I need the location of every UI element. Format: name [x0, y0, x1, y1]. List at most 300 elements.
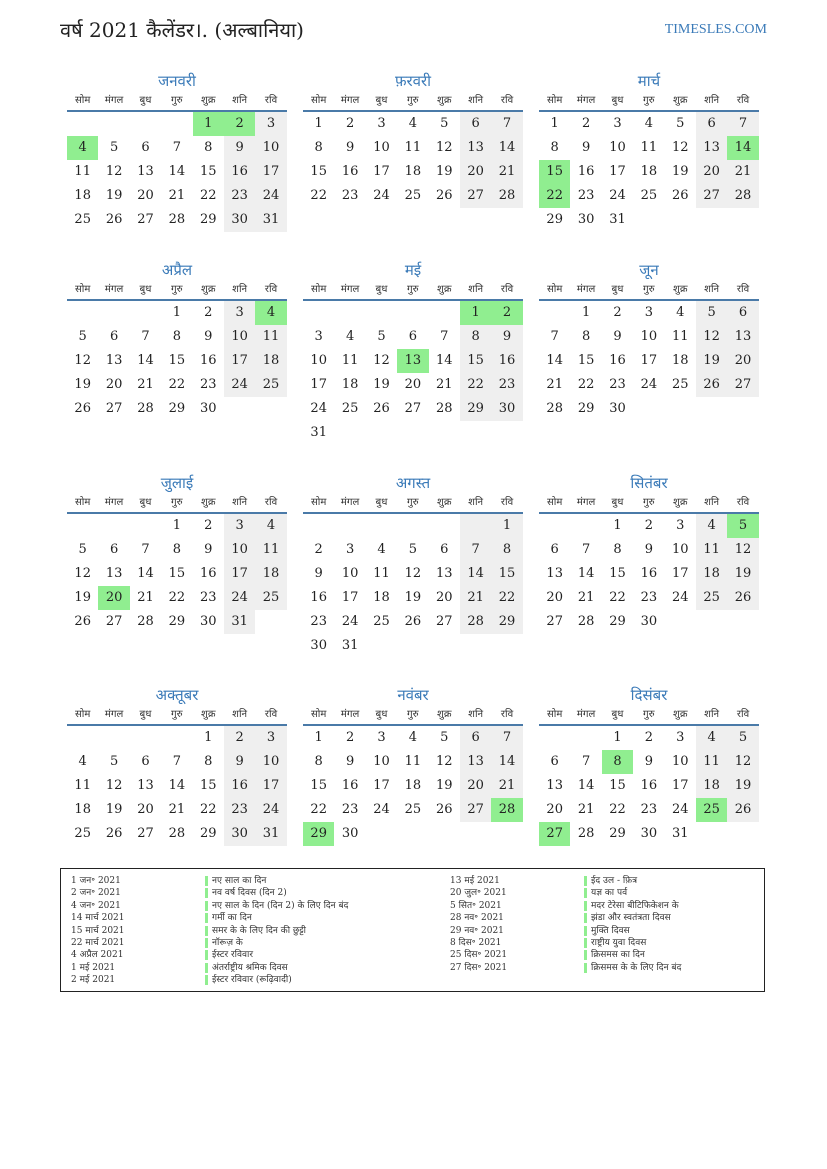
day-cell: 20 [696, 160, 727, 184]
day-cell: 13 [546, 566, 563, 581]
day-cell: 17 [640, 353, 658, 368]
day-cell: 28 [168, 212, 186, 227]
legend-date: 27 दिस॰ 2021 [450, 962, 508, 973]
day-empty [334, 514, 365, 538]
legend-holiday-name: नए साल के दिन (दिन 2) के लिए दिन बंद [205, 900, 348, 912]
day-cell: 27 [105, 614, 123, 629]
day-cell: 14 [491, 750, 522, 774]
legend-date: 4 अप्रैल 2021 [71, 950, 124, 961]
day-cell: 15 [460, 349, 491, 373]
day-cell: 1 [172, 518, 181, 533]
day-cell: 8 [314, 754, 323, 769]
day-cell: 11 [74, 164, 91, 179]
day-cell: 9 [581, 140, 591, 155]
weekday-label: बुध [375, 95, 388, 106]
legend-holiday-name: ईस्टर रविवार [205, 949, 253, 961]
day-cell: 20 [546, 590, 563, 605]
day-empty [334, 421, 365, 445]
day-cell-holiday: 29 [303, 822, 334, 846]
day-cell: 28 [727, 184, 758, 208]
day-empty [130, 514, 161, 538]
day-grid [67, 514, 287, 634]
weekday-header [303, 92, 523, 112]
day-cell-holiday: 2 [491, 301, 522, 325]
day-grid [303, 301, 523, 445]
legend-row [450, 925, 681, 937]
day-cell: 17 [255, 774, 286, 798]
day-cell: 28 [137, 401, 154, 416]
day-cell: 6 [460, 112, 491, 136]
day-cell: 27 [696, 184, 727, 208]
day-cell: 21 [137, 377, 154, 392]
month-calendar [303, 684, 523, 846]
day-cell: 1 [314, 730, 323, 745]
day-cell: 12 [373, 353, 390, 368]
day-cell: 4 [644, 116, 653, 131]
month-calendar [303, 472, 523, 658]
day-cell: 21 [491, 774, 522, 798]
day-cell: 9 [224, 750, 255, 774]
day-cell: 18 [640, 164, 658, 179]
weekday-label: शुक्र [201, 95, 216, 106]
day-cell: 13 [460, 750, 491, 774]
weekday-label: मंगल [104, 95, 124, 106]
day-empty [98, 301, 129, 325]
weekday-label: गुरु [643, 497, 655, 508]
day-cell-holiday: 5 [727, 514, 758, 538]
day-empty [491, 634, 522, 658]
day-cell: 11 [255, 538, 286, 562]
day-cell: 30 [640, 826, 658, 841]
day-cell: 29 [577, 401, 595, 416]
day-cell: 8 [204, 754, 213, 769]
legend-column-left [71, 875, 348, 987]
day-cell: 19 [727, 562, 758, 586]
day-cell: 7 [141, 329, 150, 344]
legend-date: 1 जन॰ 2021 [71, 876, 121, 886]
day-cell: 11 [671, 329, 689, 344]
month-title: मार्च [637, 72, 661, 90]
day-cell: 1 [172, 305, 181, 320]
day-empty [696, 610, 727, 634]
legend-row [71, 974, 348, 986]
day-cell: 18 [404, 778, 422, 793]
weekday-label: मंगल [104, 497, 124, 508]
day-cell: 7 [440, 329, 449, 344]
month-calendar [67, 472, 287, 634]
weekday-label: गुरु [643, 284, 655, 295]
weekday-label: मंगल [576, 284, 596, 295]
legend-date: 2 मई 2021 [71, 975, 116, 986]
legend-row [71, 900, 348, 912]
day-cell: 18 [696, 562, 727, 586]
day-cell: 22 [199, 188, 217, 203]
day-cell: 8 [581, 329, 591, 344]
month-title: मई [404, 261, 422, 279]
weekday-label: शुक्र [437, 284, 452, 295]
legend-holiday-name: मुक्ति दिवस [584, 925, 630, 937]
day-cell: 13 [105, 353, 123, 368]
day-cell: 9 [644, 542, 653, 557]
day-empty [633, 208, 664, 232]
day-cell: 25 [373, 614, 390, 629]
day-cell: 30 [491, 397, 522, 421]
day-empty [665, 610, 696, 634]
day-cell: 1 [491, 514, 522, 538]
day-cell: 17 [341, 590, 359, 605]
weekday-label: सोम [547, 709, 563, 720]
weekday-label: बुध [375, 709, 388, 720]
day-grid [67, 301, 287, 421]
day-cell: 12 [404, 566, 422, 581]
day-cell: 5 [408, 542, 417, 557]
day-cell: 4 [345, 329, 355, 344]
day-cell: 25 [671, 377, 689, 392]
day-cell: 22 [310, 188, 327, 203]
day-cell: 27 [727, 373, 758, 397]
day-cell: 3 [613, 116, 622, 131]
day-cell: 19 [105, 188, 123, 203]
weekday-label: मंगल [104, 709, 124, 720]
day-cell: 4 [255, 514, 286, 538]
legend-date: 15 मार्च 2021 [71, 925, 125, 936]
day-cell: 7 [550, 329, 559, 344]
day-cell: 10 [640, 329, 658, 344]
legend-date: 20 जुल॰ 2021 [450, 888, 507, 899]
page-title: वर्ष 2021 कैलेंडर।. (अल्बानिया) [60, 18, 304, 42]
day-cell: 10 [224, 538, 255, 562]
weekday-label: शनि [704, 709, 720, 720]
day-cell: 29 [199, 826, 217, 841]
day-cell: 15 [577, 353, 595, 368]
day-cell: 15 [310, 164, 327, 179]
weekday-label: शुक्र [437, 709, 452, 720]
day-cell: 16 [640, 778, 658, 793]
day-cell-holiday: 13 [397, 349, 428, 373]
day-cell: 10 [255, 136, 286, 160]
weekday-header [67, 494, 287, 514]
day-empty [727, 397, 758, 421]
day-cell: 9 [224, 136, 255, 160]
legend-holiday-name: क्रिसमस का दिन [584, 949, 645, 961]
day-cell: 21 [577, 802, 595, 817]
day-cell: 19 [74, 377, 91, 392]
day-cell-holiday: 14 [727, 136, 758, 160]
day-cell: 24 [255, 798, 286, 822]
day-grid [539, 112, 759, 232]
month-calendar [539, 472, 759, 634]
weekday-label: रवि [500, 709, 514, 720]
day-cell: 2 [644, 730, 653, 745]
day-cell: 25 [404, 188, 422, 203]
legend-row [71, 962, 348, 974]
day-empty [727, 822, 758, 846]
day-cell: 11 [696, 538, 727, 562]
weekday-header [67, 281, 287, 301]
weekday-label: रवि [736, 709, 750, 720]
legend-date: 25 दिस॰ 2021 [450, 950, 508, 961]
day-grid [303, 112, 523, 208]
day-empty [429, 634, 460, 658]
day-cell: 7 [727, 112, 758, 136]
day-cell: 3 [314, 329, 323, 344]
weekday-header [539, 494, 759, 514]
day-empty [696, 822, 727, 846]
legend-holiday-name: गर्मी का दिन [205, 912, 252, 924]
day-cell: 21 [577, 590, 595, 605]
day-cell: 24 [373, 802, 390, 817]
day-cell: 2 [204, 305, 213, 320]
day-cell: 18 [341, 377, 359, 392]
day-cell: 28 [546, 401, 563, 416]
weekday-label: शुक्र [437, 497, 452, 508]
day-cell: 7 [581, 754, 591, 769]
month-calendar [303, 259, 523, 445]
day-cell: 13 [137, 164, 154, 179]
day-cell: 10 [310, 353, 327, 368]
day-cell: 10 [341, 566, 359, 581]
day-cell: 6 [440, 542, 449, 557]
day-empty [161, 726, 192, 750]
weekday-label: बुध [375, 284, 388, 295]
day-cell: 2 [345, 116, 355, 131]
day-empty [303, 514, 334, 538]
day-cell: 4 [377, 542, 386, 557]
day-cell: 29 [199, 212, 217, 227]
day-cell: 1 [550, 116, 559, 131]
day-cell: 30 [310, 638, 327, 653]
legend-holiday-name: ईद उल - फ़ित्र [584, 875, 637, 887]
day-cell: 27 [105, 401, 123, 416]
day-cell: 3 [255, 726, 286, 750]
day-cell: 29 [460, 397, 491, 421]
weekday-label: मंगल [104, 284, 124, 295]
legend-date: 1 मई 2021 [71, 962, 116, 973]
day-cell: 14 [577, 778, 595, 793]
weekday-label: गुरु [171, 709, 183, 720]
day-cell: 12 [727, 538, 758, 562]
legend-holiday-name: नव वर्ष दिवस (दिन 2) [205, 887, 287, 899]
weekday-label: बुध [139, 284, 152, 295]
day-cell: 6 [109, 542, 119, 557]
day-cell: 17 [671, 566, 689, 581]
day-cell-holiday: 15 [539, 160, 570, 184]
day-cell: 28 [577, 826, 595, 841]
day-cell-holiday: 25 [696, 798, 727, 822]
month-title: फ़रवरी [394, 72, 432, 90]
weekday-label: शनि [468, 497, 484, 508]
weekday-label: बुध [375, 497, 388, 508]
day-cell: 17 [373, 164, 390, 179]
day-empty [429, 514, 460, 538]
weekday-label: मंगल [340, 497, 360, 508]
weekday-label: रवि [736, 284, 750, 295]
day-empty [570, 514, 601, 538]
day-cell: 30 [199, 401, 217, 416]
day-cell: 8 [204, 140, 213, 155]
weekday-label: रवि [264, 95, 278, 106]
day-empty [460, 822, 491, 846]
legend-holiday-name: समर के के लिए दिन की छुट्टी [205, 925, 306, 937]
day-empty [303, 301, 334, 325]
legend-holiday-name: नॉरूज़ के [205, 937, 243, 949]
weekday-label: रवि [264, 497, 278, 508]
legend-holiday-name: नए साल का दिन [205, 875, 266, 887]
weekday-label: गुरु [643, 709, 655, 720]
day-cell: 28 [491, 184, 522, 208]
month-calendar [539, 259, 759, 421]
day-cell: 22 [168, 377, 186, 392]
day-grid [67, 726, 287, 846]
day-cell: 28 [460, 610, 491, 634]
day-cell: 18 [74, 802, 91, 817]
day-cell: 20 [546, 802, 563, 817]
legend-holiday-name: ईस्टर रविवार (रूढ़िवादी) [205, 974, 292, 986]
day-cell: 7 [141, 542, 150, 557]
day-cell: 6 [727, 301, 758, 325]
legend-date: 13 मई 2021 [450, 876, 500, 886]
day-empty [539, 514, 570, 538]
day-cell: 22 [460, 373, 491, 397]
day-empty [491, 421, 522, 445]
day-empty [429, 301, 460, 325]
day-empty [255, 610, 286, 634]
day-empty [366, 421, 397, 445]
day-cell: 18 [74, 188, 91, 203]
day-empty [397, 634, 428, 658]
day-cell: 30 [577, 212, 595, 227]
day-cell: 11 [696, 750, 727, 774]
day-cell: 23 [640, 590, 658, 605]
day-cell: 9 [345, 754, 355, 769]
legend-date: 29 नव॰ 2021 [450, 925, 504, 936]
day-cell: 22 [609, 802, 626, 817]
weekday-label: सोम [75, 95, 91, 106]
day-empty [98, 514, 129, 538]
weekday-label: गुरु [407, 284, 419, 295]
day-cell: 26 [404, 614, 422, 629]
day-cell: 7 [491, 112, 522, 136]
day-cell: 5 [676, 116, 685, 131]
day-cell: 24 [671, 802, 689, 817]
day-cell: 20 [137, 188, 154, 203]
day-cell: 5 [727, 726, 758, 750]
day-cell: 2 [314, 542, 323, 557]
day-cell: 4 [408, 116, 417, 131]
day-cell: 27 [404, 401, 422, 416]
day-cell: 24 [373, 188, 390, 203]
day-cell: 31 [255, 208, 286, 232]
day-cell: 3 [224, 301, 255, 325]
month-calendar [67, 259, 287, 421]
legend-row [450, 949, 681, 961]
day-empty [161, 112, 192, 136]
legend-row [450, 900, 681, 912]
day-cell: 3 [676, 518, 685, 533]
legend-holiday-name: क्रिसमस के के लिए दिन बंद [584, 962, 681, 974]
day-cell: 12 [74, 566, 91, 581]
day-cell: 28 [577, 614, 595, 629]
day-cell: 8 [172, 329, 181, 344]
day-cell: 21 [460, 586, 491, 610]
legend-date: 22 मार्च 2021 [71, 937, 125, 948]
day-cell: 8 [314, 140, 323, 155]
day-cell: 12 [105, 778, 123, 793]
day-cell: 29 [609, 614, 626, 629]
day-empty [539, 301, 570, 325]
weekday-label: गुरु [407, 95, 419, 106]
day-cell: 26 [696, 373, 727, 397]
day-cell: 7 [172, 754, 181, 769]
day-cell: 23 [341, 802, 359, 817]
day-cell: 9 [314, 566, 323, 581]
day-cell: 6 [550, 754, 559, 769]
day-cell: 10 [671, 754, 689, 769]
day-cell: 11 [404, 140, 422, 155]
day-cell: 23 [609, 377, 626, 392]
day-cell: 17 [224, 349, 255, 373]
legend-holiday-name: यज्ञ का पर्व [584, 887, 627, 899]
day-cell: 26 [373, 401, 390, 416]
weekday-label: सोम [75, 709, 91, 720]
day-cell-holiday: 8 [602, 750, 633, 774]
weekday-label: बुध [139, 709, 152, 720]
day-empty [397, 301, 428, 325]
day-cell: 1 [314, 116, 323, 131]
day-cell: 4 [78, 754, 87, 769]
legend-date: 14 मार्च 2021 [71, 913, 125, 924]
day-cell: 18 [671, 353, 689, 368]
site-link[interactable]: TIMESLES.COM [664, 22, 767, 37]
legend-row [71, 912, 348, 924]
day-empty [130, 112, 161, 136]
day-cell: 11 [341, 353, 359, 368]
day-grid [539, 514, 759, 634]
day-cell-holiday: 28 [491, 798, 522, 822]
day-cell: 9 [644, 754, 653, 769]
day-cell: 24 [224, 586, 255, 610]
day-cell: 22 [310, 802, 327, 817]
day-cell: 10 [224, 325, 255, 349]
holiday-legend [60, 868, 765, 992]
day-grid [67, 112, 287, 232]
legend-row [450, 887, 681, 899]
legend-date: 2 जन॰ 2021 [71, 888, 121, 899]
day-empty [727, 610, 758, 634]
weekday-label: शुक्र [201, 709, 216, 720]
day-cell: 15 [168, 353, 186, 368]
month-calendar [67, 70, 287, 232]
day-empty [366, 301, 397, 325]
day-cell: 14 [546, 353, 563, 368]
day-cell: 14 [168, 778, 186, 793]
day-cell: 14 [137, 353, 154, 368]
day-cell: 14 [460, 562, 491, 586]
weekday-label: मंगल [340, 709, 360, 720]
day-cell: 12 [435, 140, 453, 155]
weekday-label: रवि [264, 709, 278, 720]
day-cell: 28 [137, 614, 154, 629]
day-cell: 5 [78, 542, 87, 557]
day-cell: 31 [255, 822, 286, 846]
day-cell: 6 [696, 112, 727, 136]
day-cell: 19 [373, 377, 390, 392]
day-cell: 2 [224, 726, 255, 750]
day-cell: 15 [491, 562, 522, 586]
day-cell: 11 [373, 566, 390, 581]
day-cell: 20 [137, 802, 154, 817]
day-cell: 21 [168, 188, 186, 203]
